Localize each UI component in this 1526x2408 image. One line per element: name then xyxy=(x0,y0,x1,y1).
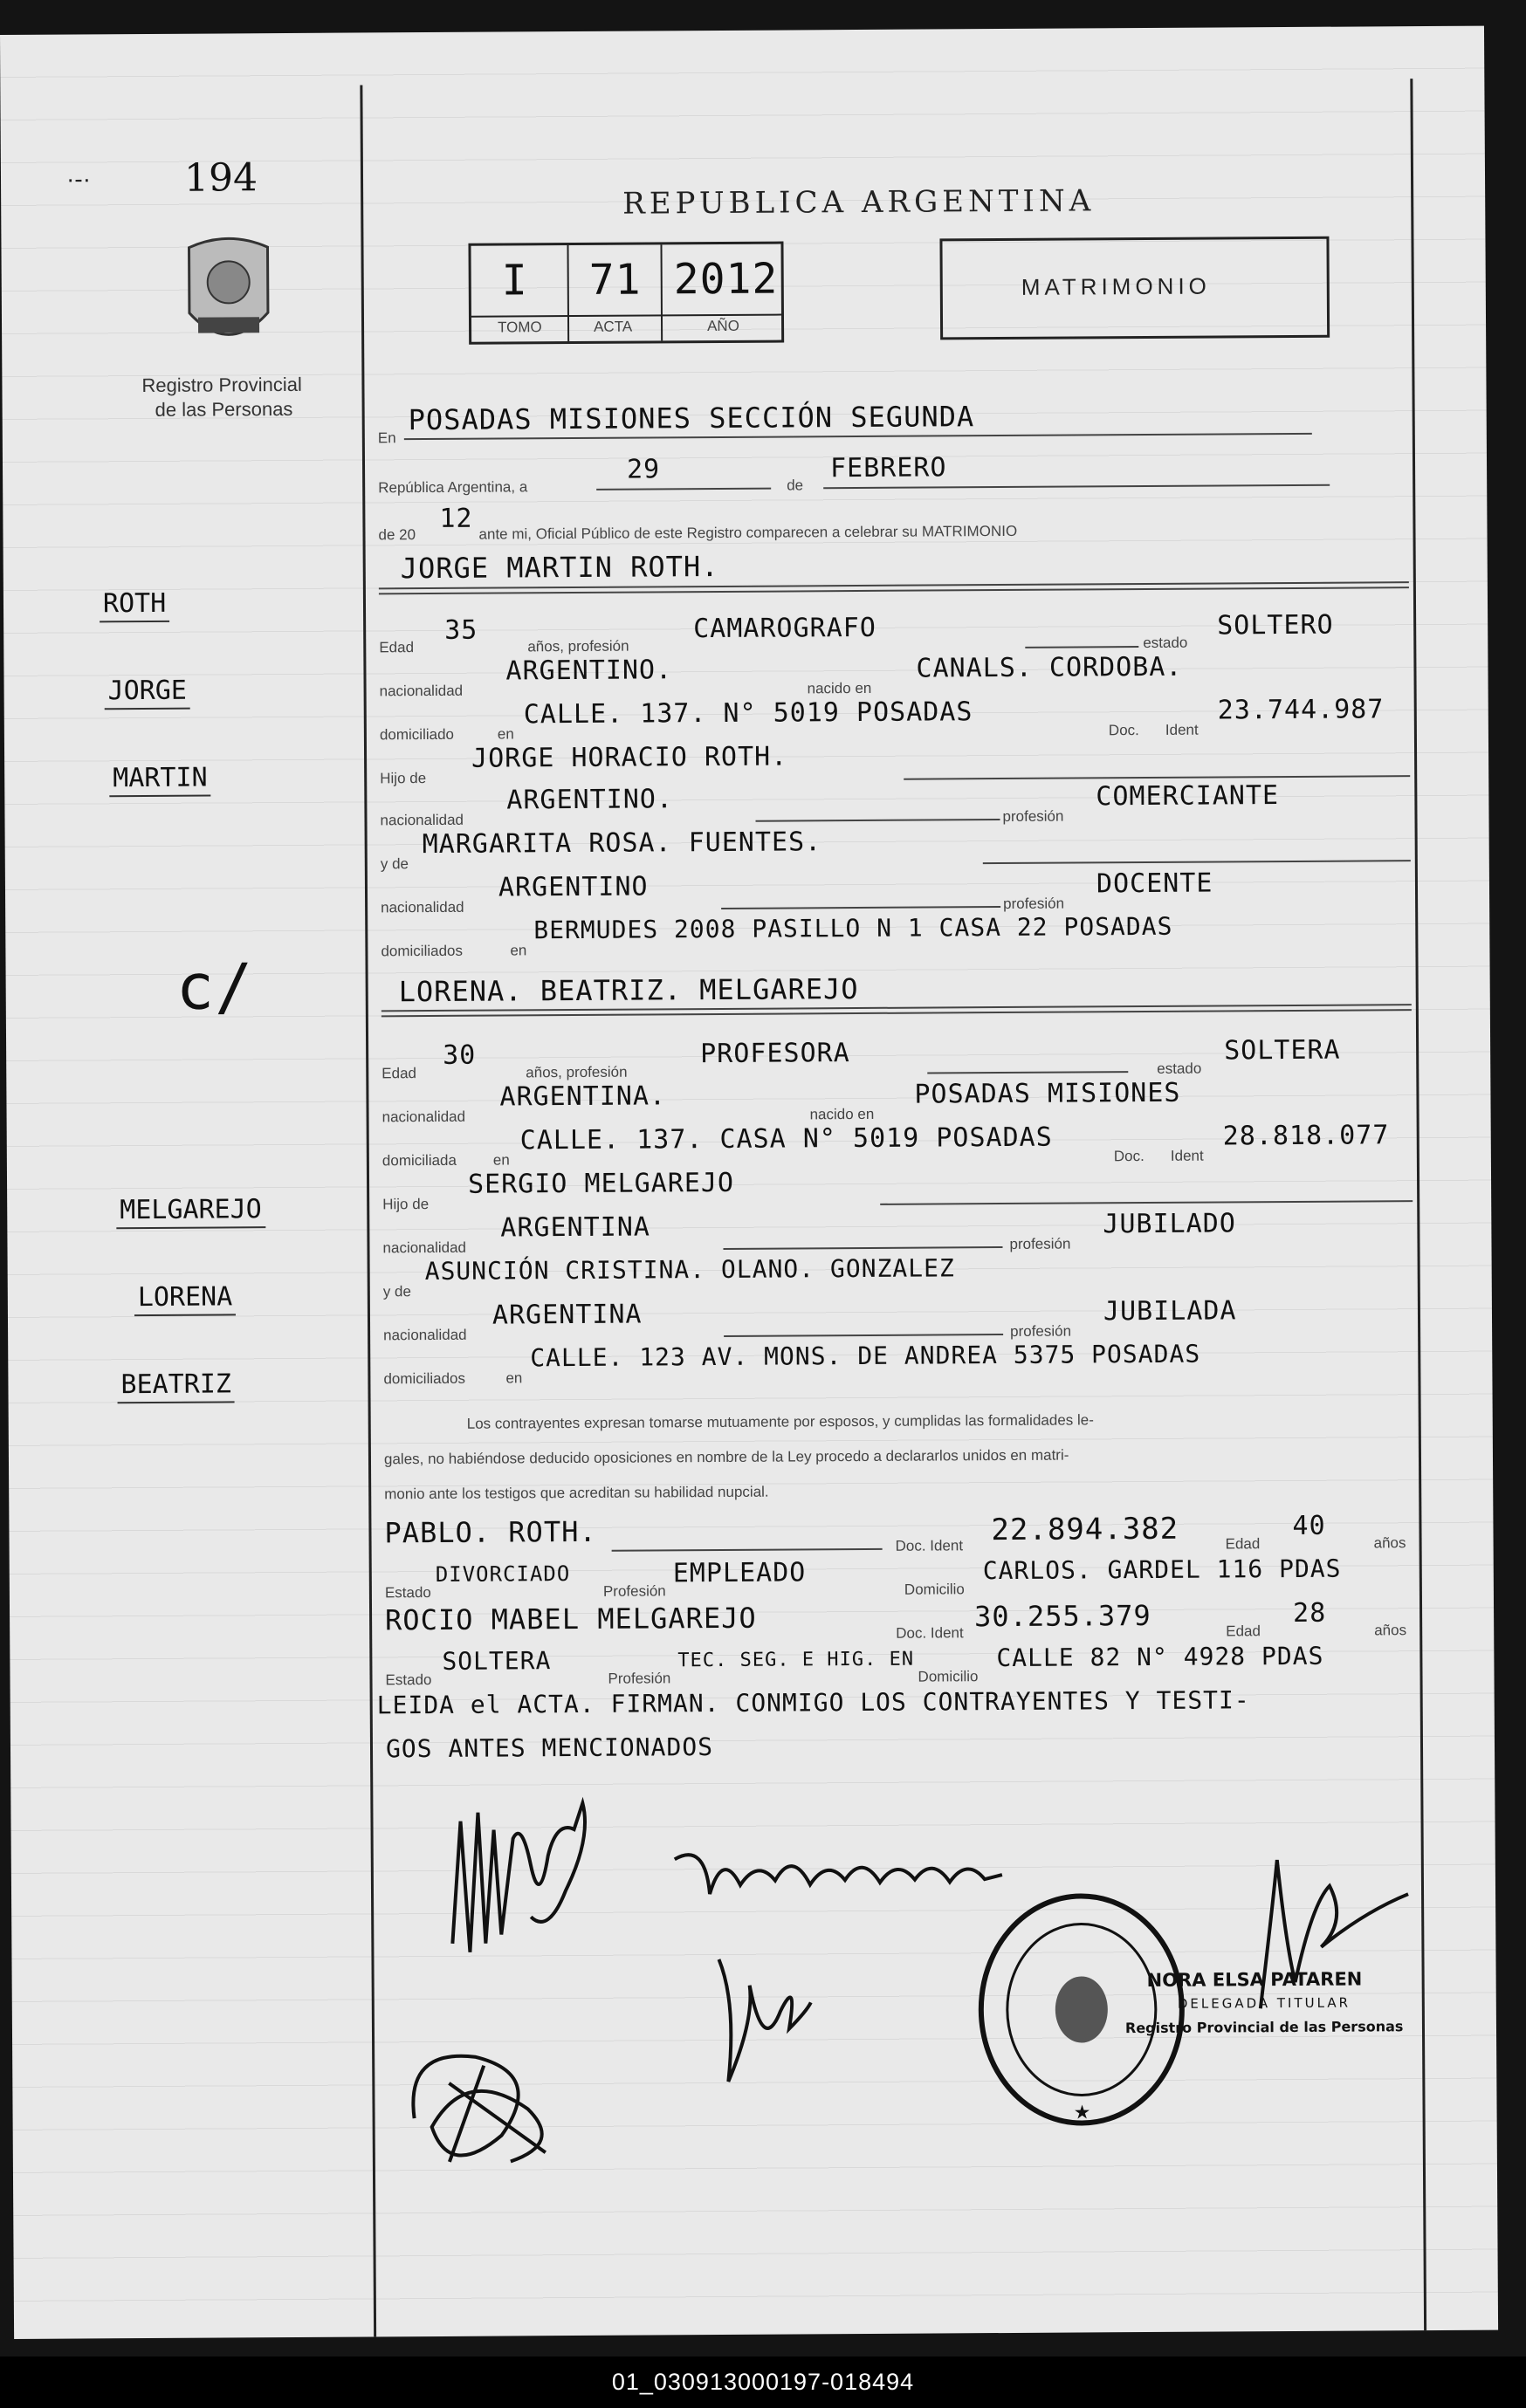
bride-father-profession: JUBILADO xyxy=(1103,1208,1236,1240)
signature-witness-1 xyxy=(701,1950,815,2090)
groom-domiciliados-label: domiciliados xyxy=(381,942,464,960)
witness-2-name: ROCIO MABEL MELGAREJO xyxy=(384,1601,757,1637)
groom-edad-label: Edad xyxy=(379,639,415,656)
record-number-box xyxy=(468,242,784,345)
witness-2-estado: SOLTERA xyxy=(442,1646,552,1676)
witness-2-address: CALLE 82 N° 4928 PDAS xyxy=(996,1641,1324,1673)
bride-domiciliados-label: domiciliados xyxy=(383,1369,466,1388)
bride-father: SERGIO MELGAREJO xyxy=(467,1167,735,1200)
groom-address: CALLE. 137. N° 5019 POSADAS xyxy=(523,696,973,731)
document-type-box xyxy=(939,237,1330,340)
witness-1-doc: 22.894.382 xyxy=(991,1511,1179,1548)
groom-yde-label: y de xyxy=(380,855,409,873)
witness-1-doc-label: Doc. Ident xyxy=(895,1537,964,1554)
witness-2-anos-label: años xyxy=(1374,1622,1407,1639)
country-heading: REPUBLICA ARGENTINA xyxy=(622,183,1096,222)
acta-label: ACTA xyxy=(593,318,633,335)
witness-2-profession: TEC. SEG. E HIG. EN xyxy=(677,1648,915,1672)
witness-2-profesion-label: Profesión xyxy=(608,1670,671,1687)
groom-anos-profesion: años, profesión xyxy=(527,637,629,655)
signature-witness-2 xyxy=(396,2030,572,2171)
groom-domiciliado-label: domiciliado xyxy=(379,725,455,744)
intro-place: POSADAS MISIONES SECCIÓN SEGUNDA xyxy=(408,400,975,437)
republica-label: República Argentina, a xyxy=(378,478,528,497)
groom-nacido-label: nacido en xyxy=(807,679,872,697)
witness-2-age: 28 xyxy=(1292,1597,1327,1629)
bride-domiciliada-label: domiciliada xyxy=(382,1151,457,1170)
closing-line-2: GOS ANTES MENCIONADOS xyxy=(385,1732,714,1764)
witness-1-anos-label: años xyxy=(1373,1534,1406,1552)
document-type: MATRIMONIO xyxy=(1021,272,1211,300)
intro-statement: ante mi, Oficial Público de este Registro comparecen a celebrar su MATRIMONIO xyxy=(478,522,1018,543)
groom-hijo-label: Hijo de xyxy=(380,770,427,787)
groom-ident-label: Ident xyxy=(1165,721,1199,738)
bride-mother: ASUNCIÓN CRISTINA. OLANO. GONZALEZ xyxy=(424,1253,955,1286)
official-stamp-role: DELEGADA TITULAR xyxy=(1177,1994,1351,2012)
groom-parents-en-label: en xyxy=(510,942,527,959)
de20-label: de 20 xyxy=(378,526,416,544)
groom-parents-address: BERMUDES 2008 PASILLO N 1 CASA 22 POSADAS xyxy=(533,911,1173,945)
svg-text:★: ★ xyxy=(1073,2102,1091,2124)
witness-2-domicilio-label: Domicilio xyxy=(918,1668,979,1685)
witness-1-domicilio-label: Domicilio xyxy=(904,1581,965,1598)
margin-groom-surname: ROTH xyxy=(100,588,169,622)
bride-edad-label: Edad xyxy=(382,1065,417,1082)
groom-father-prof-label: profesión xyxy=(1002,807,1064,826)
bride-father-prof-label: profesión xyxy=(1009,1235,1071,1252)
intro-day: 29 xyxy=(626,454,661,485)
groom-estado: SOLTERO xyxy=(1217,609,1334,641)
registry-label-2: de las Personas xyxy=(155,397,293,421)
witness-2-doc: 30.255.379 xyxy=(973,1598,1151,1634)
intro-year-suffix: 12 xyxy=(439,503,473,534)
groom-father-nat-label: nacionalidad xyxy=(380,811,464,829)
ano-value: 2012 xyxy=(673,254,779,305)
declaration-line-1: Los contrayentes expresan tomarse mutuamente por esposos, y cumplidas las formalidades le- xyxy=(466,1411,1094,1432)
margin-connector: c/ xyxy=(175,950,254,1024)
bride-address: CALLE. 137. CASA N° 5019 POSADAS xyxy=(519,1122,1053,1156)
groom-profession: CAMAROGRAFO xyxy=(693,612,876,645)
witness-1-address: CARLOS. GARDEL 116 PDAS xyxy=(982,1554,1342,1586)
witness-1-profession: EMPLEADO xyxy=(672,1557,807,1589)
official-seal-icon xyxy=(972,1887,1192,2133)
witness-2-edad-label: Edad xyxy=(1226,1622,1261,1640)
groom-mother-nat-label: nacionalidad xyxy=(381,898,464,916)
bride-estado-label: estado xyxy=(1157,1060,1202,1077)
groom-father-profession: COMERCIANTE xyxy=(1096,780,1280,813)
margin-bride-name-1: LORENA xyxy=(134,1281,237,1316)
groom-birthplace: CANALS. CORDOBA. xyxy=(916,651,1183,684)
margin-bride-surname: MELGAREJO xyxy=(116,1194,265,1229)
document-page xyxy=(0,26,1498,2339)
bride-birthplace: POSADAS MISIONES xyxy=(914,1077,1181,1110)
groom-father: JORGE HORACIO ROTH. xyxy=(471,741,788,774)
bride-hijo-label: Hijo de xyxy=(382,1196,430,1213)
official-stamp-name: NORA ELSA PATAREN xyxy=(1146,1968,1363,1992)
tomo-value: I xyxy=(501,256,528,305)
bride-profession: PROFESORA xyxy=(700,1038,850,1070)
declaration-line-2: gales, no habiéndose deducido oposiciones en nombre de la Ley procedo a declararlos unidos en matri- xyxy=(383,1446,1069,1468)
witness-1-age: 40 xyxy=(1292,1510,1326,1541)
witness-1-edad-label: Edad xyxy=(1225,1535,1261,1553)
bride-parents-address: CALLE. 123 AV. MONS. DE ANDREA 5375 POSADAS xyxy=(530,1339,1201,1373)
bride-yde-label: y de xyxy=(382,1283,412,1300)
groom-doc-number: 23.744.987 xyxy=(1217,694,1385,726)
bride-estado: SOLTERA xyxy=(1224,1034,1341,1067)
witness-1-profesion-label: Profesión xyxy=(602,1582,666,1600)
bride-mother-nationality: ARGENTINA xyxy=(491,1299,643,1331)
de-label: de xyxy=(787,477,804,494)
groom-mother-nationality: ARGENTINO xyxy=(498,871,649,903)
bride-en-label: en xyxy=(492,1151,510,1169)
margin-bride-name-2: BEATRIZ xyxy=(117,1369,235,1403)
bride-mother-profession: JUBILADA xyxy=(1103,1295,1237,1327)
groom-nacionalidad-label: nacionalidad xyxy=(379,682,464,700)
witness-2-estado-label: Estado xyxy=(385,1671,432,1689)
groom-doc-label: Doc. xyxy=(1108,722,1139,739)
signature-bride xyxy=(670,1831,1012,1911)
bride-doc-number: 28.818.077 xyxy=(1222,1120,1390,1152)
bride-nationality: ARGENTINA. xyxy=(499,1081,667,1113)
bride-nacionalidad-label: nacionalidad xyxy=(382,1108,466,1126)
groom-mother: MARGARITA ROSA. FUENTES. xyxy=(422,827,822,861)
footer-code: 01_030913000197-018494 xyxy=(0,2357,1526,2408)
registry-label-1: Registro Provincial xyxy=(141,373,302,397)
bride-age: 30 xyxy=(443,1039,477,1071)
groom-full-name: JORGE MARTIN ROTH. xyxy=(400,549,719,586)
acta-value: 71 xyxy=(588,255,642,305)
provincial-shield-icon xyxy=(180,230,277,361)
declaration-line-3: monio ante los testigos que acreditan su habilidad nupcial. xyxy=(384,1483,769,1503)
bride-father-nationality: ARGENTINA xyxy=(500,1211,651,1244)
bride-anos-profesion: años, profesión xyxy=(526,1063,628,1081)
bride-parents-en-label: en xyxy=(505,1369,523,1387)
bride-mother-nat-label: nacionalidad xyxy=(383,1326,467,1344)
bride-doc-label: Doc. xyxy=(1113,1148,1144,1165)
signature-groom xyxy=(443,1786,618,1970)
en-label: En xyxy=(377,429,396,447)
witness-1-name: PABLO. ROTH. xyxy=(384,1514,597,1550)
closing-line-1: LEIDA el ACTA. FIRMAN. CONMIGO LOS CONTRAYENTES Y TESTI- xyxy=(376,1685,1250,1720)
groom-age: 35 xyxy=(444,614,478,646)
page-number: 194 xyxy=(183,155,258,201)
ano-label: AÑO xyxy=(706,317,739,335)
groom-en-label: en xyxy=(497,725,514,743)
groom-mother-prof-label: profesión xyxy=(1003,895,1065,912)
groom-nationality: ARGENTINO. xyxy=(505,655,673,687)
intro-month: FEBRERO xyxy=(829,452,947,484)
margin-groom-name-2: MARTIN xyxy=(109,763,211,798)
groom-mother-profession: DOCENTE xyxy=(1096,868,1213,900)
bride-full-name: LORENA. BEATRIZ. MELGAREJO xyxy=(398,972,859,1009)
groom-estado-label: estado xyxy=(1143,634,1188,652)
margin-groom-name-1: JORGE xyxy=(104,676,190,710)
tomo-label: TOMO xyxy=(497,319,542,336)
bride-ident-label: Ident xyxy=(1170,1147,1204,1164)
bride-father-nat-label: nacionalidad xyxy=(382,1238,467,1257)
left-margin-rule xyxy=(360,85,376,2336)
bride-mother-prof-label: profesión xyxy=(1010,1322,1072,1340)
bride-nacido-label: nacido en xyxy=(809,1105,875,1123)
witness-2-doc-label: Doc. Ident xyxy=(896,1624,964,1642)
groom-father-nationality: ARGENTINO. xyxy=(506,784,674,816)
corner-marks: ·-· xyxy=(65,165,92,193)
official-stamp-registry: Registro Provincial de las Personas xyxy=(1124,2018,1404,2037)
witness-1-estado-label: Estado xyxy=(384,1584,431,1602)
witness-1-estado: DIVORCIADO xyxy=(435,1561,571,1587)
